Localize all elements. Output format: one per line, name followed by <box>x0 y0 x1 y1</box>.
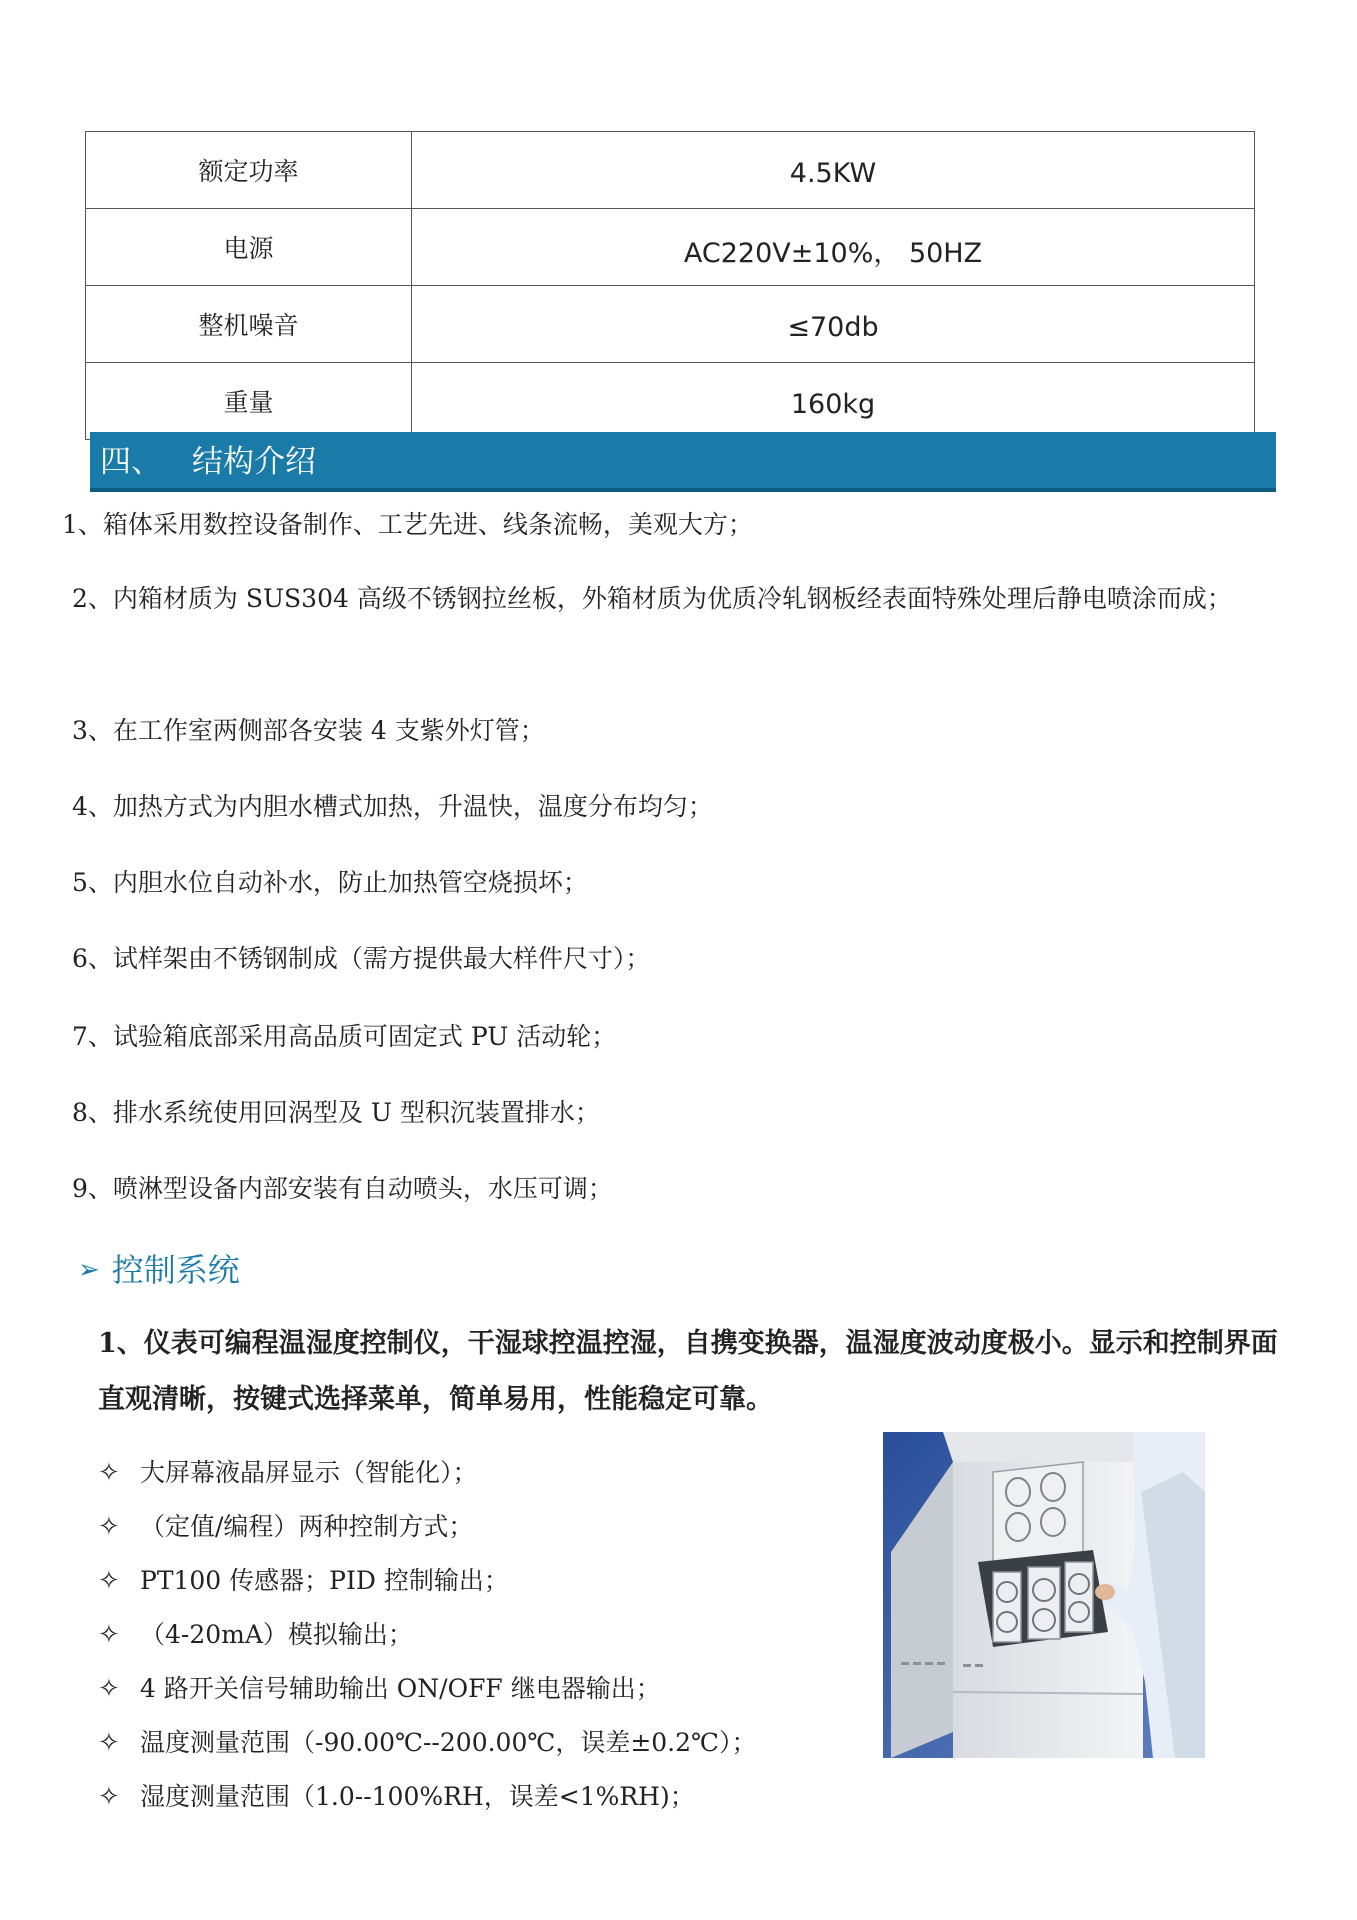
spec-key: 整机噪音 <box>86 286 412 363</box>
table-row <box>86 363 1255 440</box>
spec-value: 160kg <box>412 363 1255 440</box>
sparkle-bullet-icon: ✧ <box>98 1782 120 1812</box>
list-item: ✧ （定值/编程）两种控制方式； <box>98 1500 757 1554</box>
control-system-heading <box>78 1245 240 1291</box>
list-item: ✧ 湿度测量范围（1.0--100%RH，误差<1%RH)； <box>98 1770 757 1824</box>
section-heading-bar <box>90 432 1276 492</box>
control-heading-text: 控制系统 <box>111 1251 240 1289</box>
spec-value: AC220V±10%， 50HZ <box>412 209 1255 286</box>
sparkle-bullet-icon: ✧ <box>98 1620 120 1650</box>
control-bullet-list <box>98 1446 757 1824</box>
sparkle-bullet-icon: ✧ <box>98 1674 120 1704</box>
table-row <box>86 132 1255 209</box>
uv-chamber-photo <box>883 1432 1205 1758</box>
structure-item-8: 8、排水系统使用回涡型及 U 型积沉装置排水； <box>72 1098 600 1127</box>
arrow-right-icon: ➢ <box>78 1255 100 1285</box>
list-item: ✧ （4-20mA）模拟输出； <box>98 1608 757 1662</box>
sparkle-bullet-icon: ✧ <box>98 1512 120 1542</box>
list-item: ✧ PT100 传感器；PID 控制输出； <box>98 1554 757 1608</box>
structure-item-5: 5、内胆水位自动补水，防止加热管空烧损坏； <box>72 868 588 897</box>
sparkle-bullet-icon: ✧ <box>98 1458 120 1488</box>
structure-item-6: 6、试样架由不锈钢制成（需方提供最大样件尺寸）； <box>72 944 651 973</box>
list-item: ✧ 温度测量范围（-90.00℃--200.00℃，误差±0.2℃）； <box>98 1716 757 1770</box>
spec-table <box>85 131 1255 440</box>
table-row <box>86 286 1255 363</box>
sparkle-bullet-icon: ✧ <box>98 1566 120 1596</box>
structure-item-1: 1、箱体采用数控设备制作、工艺先进、线条流畅，美观大方； <box>62 510 753 539</box>
spec-value: ≤70db <box>412 286 1255 363</box>
structure-item-2: 2、内箱材质为 SUS304 高级不锈钢拉丝板，外箱材质为优质冷轧钢板经表面特殊处理后静电喷涂而成； <box>72 584 1232 613</box>
structure-item-4: 4、加热方式为内胆水槽式加热，升温快，温度分布均匀； <box>72 792 713 821</box>
spec-key: 额定功率 <box>86 132 412 209</box>
structure-item-9: 9、喷淋型设备内部安装有自动喷头，水压可调； <box>72 1174 613 1203</box>
spec-value: 4.5KW <box>412 132 1255 209</box>
control-paragraph: 1、仪表可编程温湿度控制仪，干湿球控温控湿，自携变换器，温湿度波动度极小。显示和控制界面直观清晰，按键式选择菜单，简单易用，性能稳定可靠。 <box>98 1328 1278 1415</box>
sparkle-bullet-icon: ✧ <box>98 1728 120 1758</box>
spec-key: 电源 <box>86 209 412 286</box>
table-row <box>86 209 1255 286</box>
section-title: 结构介绍 <box>192 444 316 480</box>
list-item: ✧ 4 路开关信号辅助输出 ON/OFF 继电器输出； <box>98 1662 757 1716</box>
spec-key: 重量 <box>86 363 412 440</box>
structure-item-3: 3、在工作室两侧部各安装 4 支紫外灯管； <box>72 716 545 745</box>
section-number: 四、 <box>100 444 162 480</box>
list-item: ✧ 大屏幕液晶屏显示（智能化）； <box>98 1446 757 1500</box>
structure-item-7: 7、试验箱底部采用高品质可固定式 PU 活动轮； <box>72 1022 617 1051</box>
